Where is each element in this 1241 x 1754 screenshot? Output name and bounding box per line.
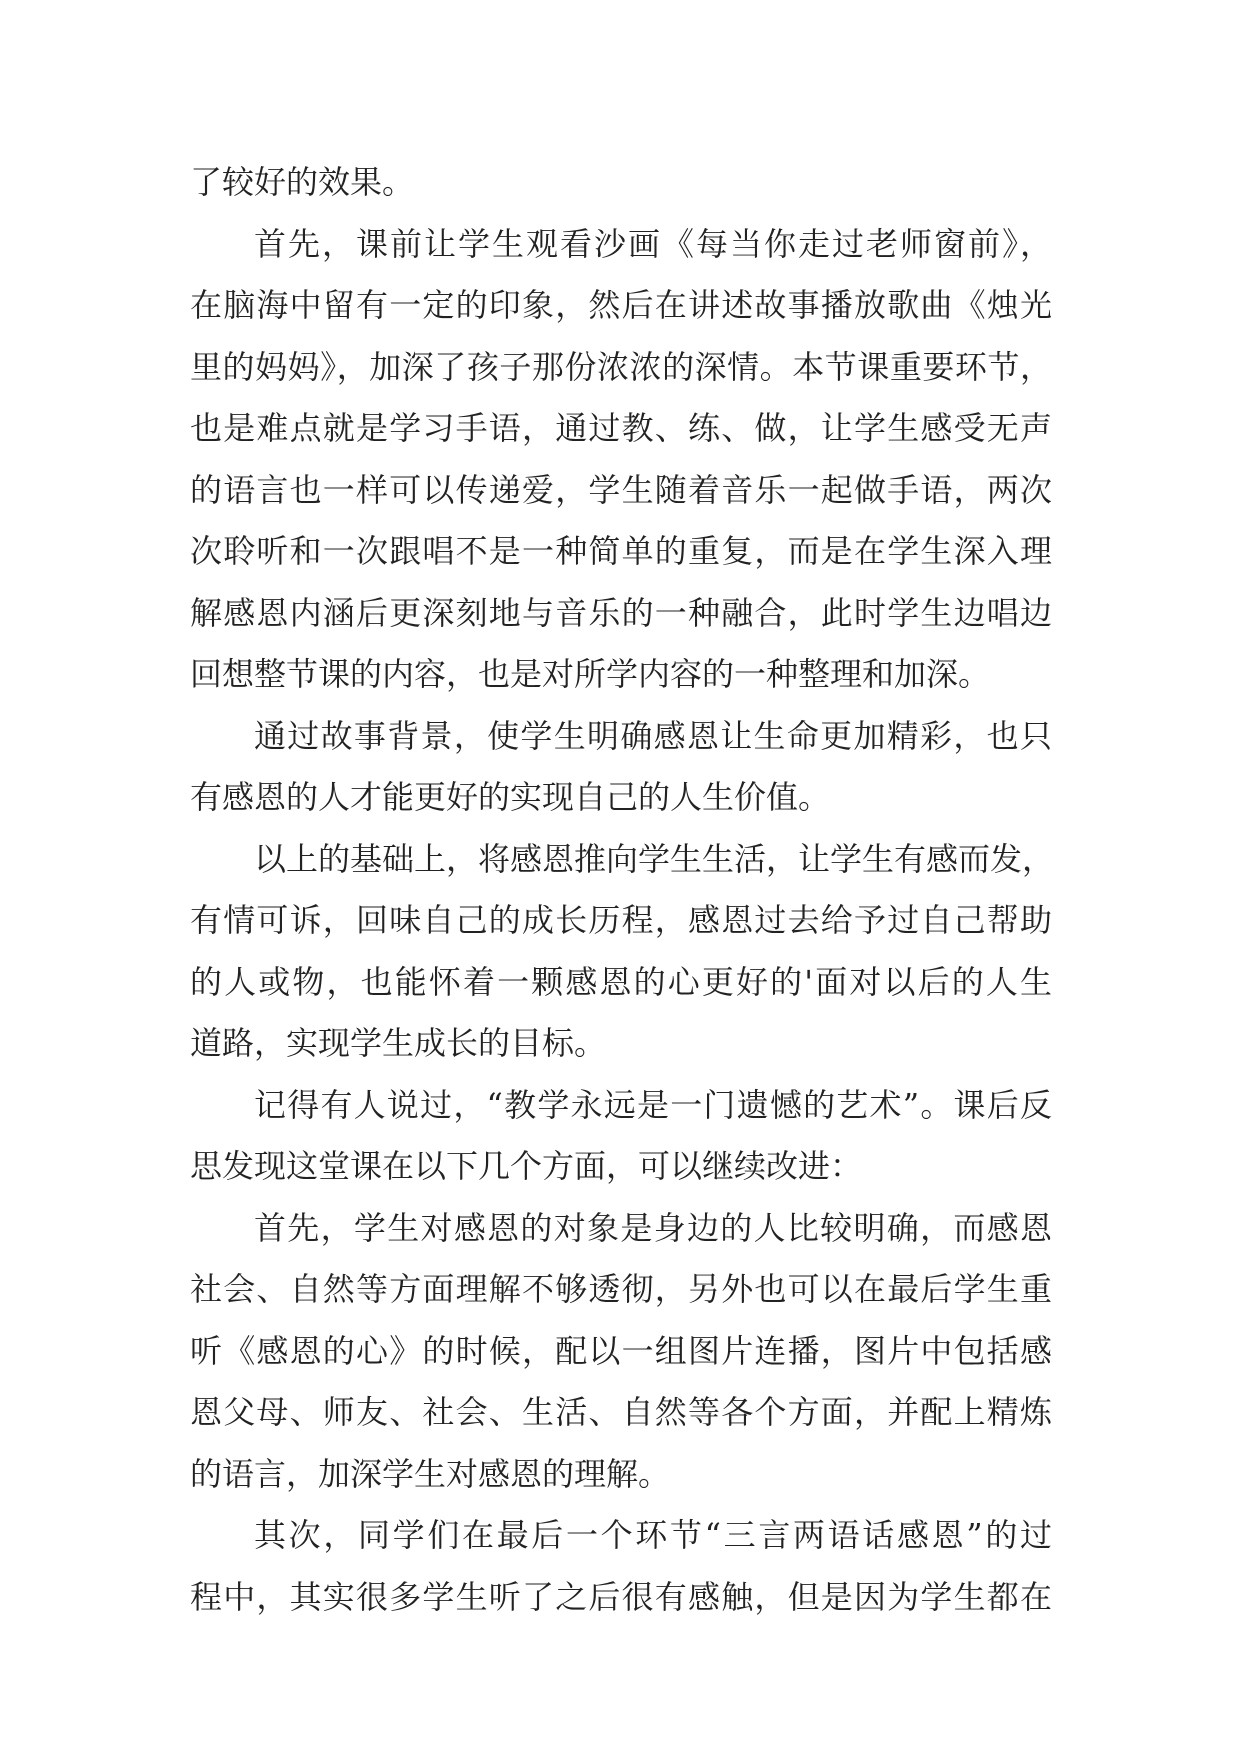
paragraph bbox=[190, 214, 1052, 706]
text-line: 程中，其实很多学生听了之后很有感触，但是因为学生都在 bbox=[190, 1577, 1052, 1616]
text-line: 首先，课前让学生观看沙画《每当你走过老师窗前》， bbox=[254, 224, 1052, 263]
paragraph bbox=[190, 1075, 1052, 1198]
text-line: 里的妈妈》，加深了孩子那份浓浓的深情。本节课重要环节， bbox=[190, 347, 1052, 386]
text-line: 社会、自然等方面理解不够透彻，另外也可以在最后学生重 bbox=[190, 1270, 1052, 1308]
paragraph bbox=[190, 829, 1055, 1075]
paragraph bbox=[190, 706, 1052, 829]
text-line: 记得有人说过，“教学永远是一门遗憾的艺术”。课后反 bbox=[254, 1085, 1052, 1124]
text-line: 了较好的效果。 bbox=[190, 163, 415, 201]
text-line: 通过故事背景，使学生明确感恩让生命更加精彩，也只 bbox=[254, 716, 1052, 755]
text-line: 首先，学生对感恩的对象是身边的人比较明确，而感恩 bbox=[254, 1208, 1052, 1247]
text-line: 的人或物，也能怀着一颗感恩的心更好的'面对以后的人生 bbox=[190, 962, 1052, 1001]
text-line: 次聆听和一次跟唱不是一种简单的重复，而是在学生深入理 bbox=[190, 532, 1052, 570]
document-body bbox=[190, 152, 1055, 1628]
paragraph bbox=[190, 1505, 1052, 1628]
text-line: 的语言也一样可以传递爱，学生随着音乐一起做手语，两次 bbox=[190, 470, 1052, 509]
text-line: 有情可诉，回味自己的成长历程，感恩过去给予过自己帮助 bbox=[190, 901, 1052, 939]
text-line: 的语言，加深学生对感恩的理解。 bbox=[190, 1454, 671, 1493]
text-line: 在脑海中留有一定的印象，然后在讲述故事播放歌曲《烛光 bbox=[190, 286, 1052, 324]
text-line: 解感恩内涵后更深刻地与音乐的一种融合，此时学生边唱边 bbox=[190, 593, 1052, 632]
paragraph bbox=[190, 152, 1052, 214]
text-line: 恩父母、师友、社会、生活、自然等各个方面，并配上精炼 bbox=[190, 1393, 1052, 1431]
text-line: 其次，同学们在最后一个环节“三言两语话感恩”的过 bbox=[254, 1516, 1052, 1554]
text-line: 思发现这堂课在以下几个方面，可以继续改进： bbox=[190, 1147, 863, 1185]
text-line: 回想整节课的内容，也是对所学内容的一种整理和加深。 bbox=[190, 655, 991, 693]
text-line: 听《感恩的心》的时候，配以一组图片连播，图片中包括感 bbox=[190, 1331, 1052, 1370]
text-line: 有感恩的人才能更好的实现自己的人生价值。 bbox=[190, 778, 831, 816]
text-line: 以上的基础上，将感恩推向学生生活，让学生有感而发， bbox=[254, 839, 1055, 878]
text-line: 道路，实现学生成长的目标。 bbox=[190, 1024, 607, 1062]
text-line: 也是难点就是学习手语，通过教、练、做，让学生感受无声 bbox=[190, 409, 1052, 447]
paragraph bbox=[190, 1198, 1052, 1506]
